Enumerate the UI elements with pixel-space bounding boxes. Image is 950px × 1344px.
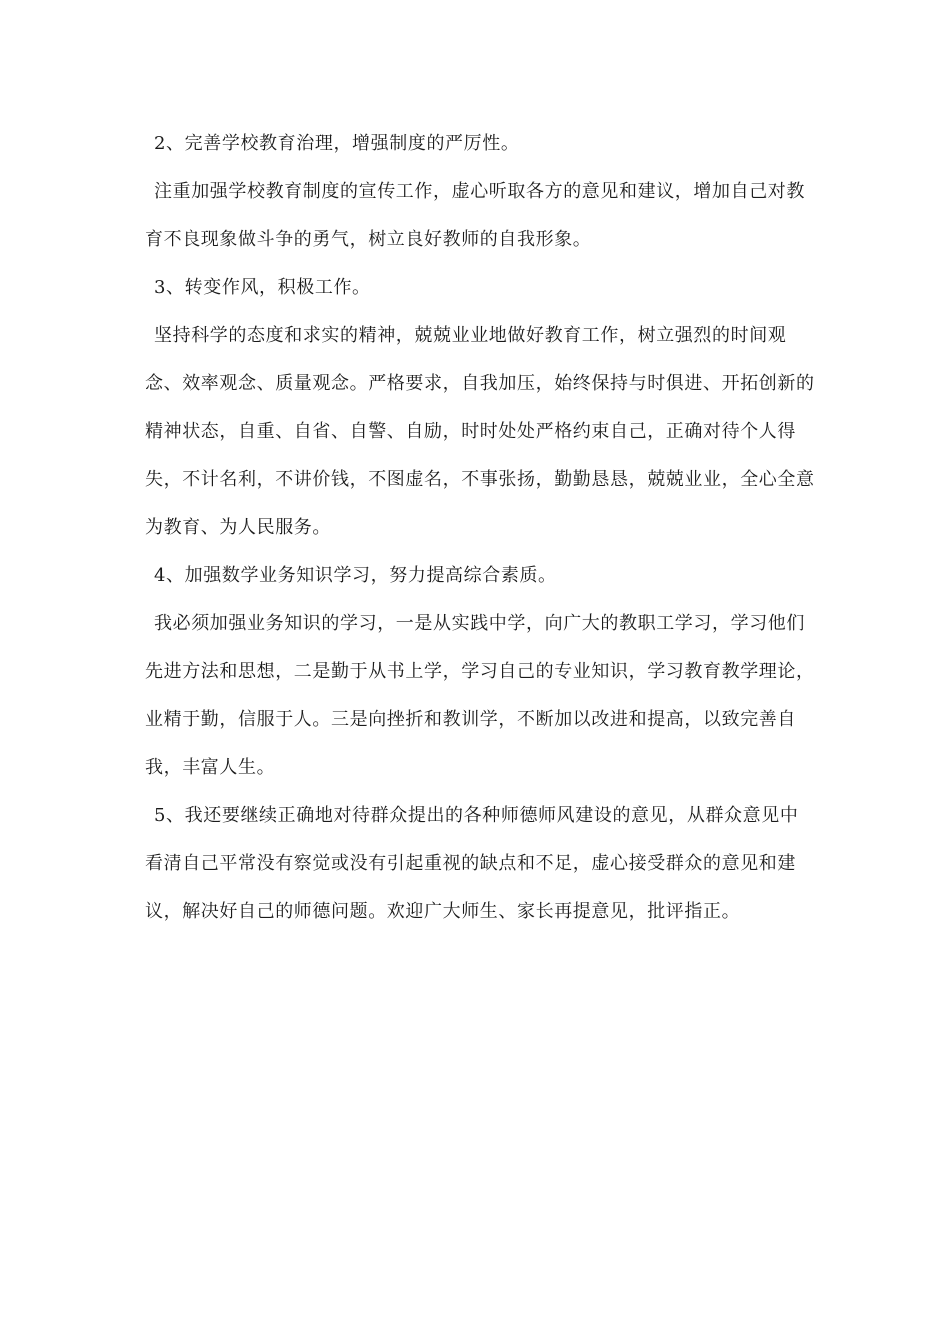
document-body (145, 120, 815, 936)
heading-improve-management: 2、完善学校教育治理，增强制度的严厉性。 (154, 133, 520, 154)
paragraph-system-publicity: 注重加强学校教育制度的宣传工作，虚心听取各方的意见和建议，增加自己对教育不良现象做斗争的勇气，树立良好教师的自我形象。 (145, 181, 805, 250)
paragraph-mass-opinions: 5、我还要继续正确地对待群众提出的各种师德师风建设的意见，从群众意见中看清自己平常没有察觉或没有引起重视的缺点和不足，虚心接受群众的意见和建议，解决好自己的师德问题。欢迎广大师生、家长再提意见，批评指正。 (145, 805, 799, 922)
paragraph-scientific-attitude: 坚持科学的态度和求实的精神，兢兢业业地做好教育工作，树立强烈的时间观念、效率观念、质量观念。严格要求，自我加压，始终保持与时俱进、开拓创新的精神状态，自重、自省、自警、自励，时时处处严格约束自己，正确对待个人得失，不计名利，不讲价钱，不图虚名，不事张扬，勤勤恳恳，兢兢业业，全心全意为教育、为人民服务。 (145, 325, 815, 538)
paragraph-business-knowledge: 我必须加强业务知识的学习，一是从实践中学，向广大的教职工学习，学习他们先进方法和思想，二是勤于从书上学，学习自己的专业知识，学习教育教学理论，业精于勤，信服于人。三是向挫折和教训学，不断加以改进和提高，以致完善自我，丰富人生。 (145, 613, 815, 778)
heading-change-style: 3、转变作风，积极工作。 (154, 277, 371, 298)
heading-strengthen-study: 4、加强数学业务知识学习，努力提高综合素质。 (154, 565, 557, 586)
